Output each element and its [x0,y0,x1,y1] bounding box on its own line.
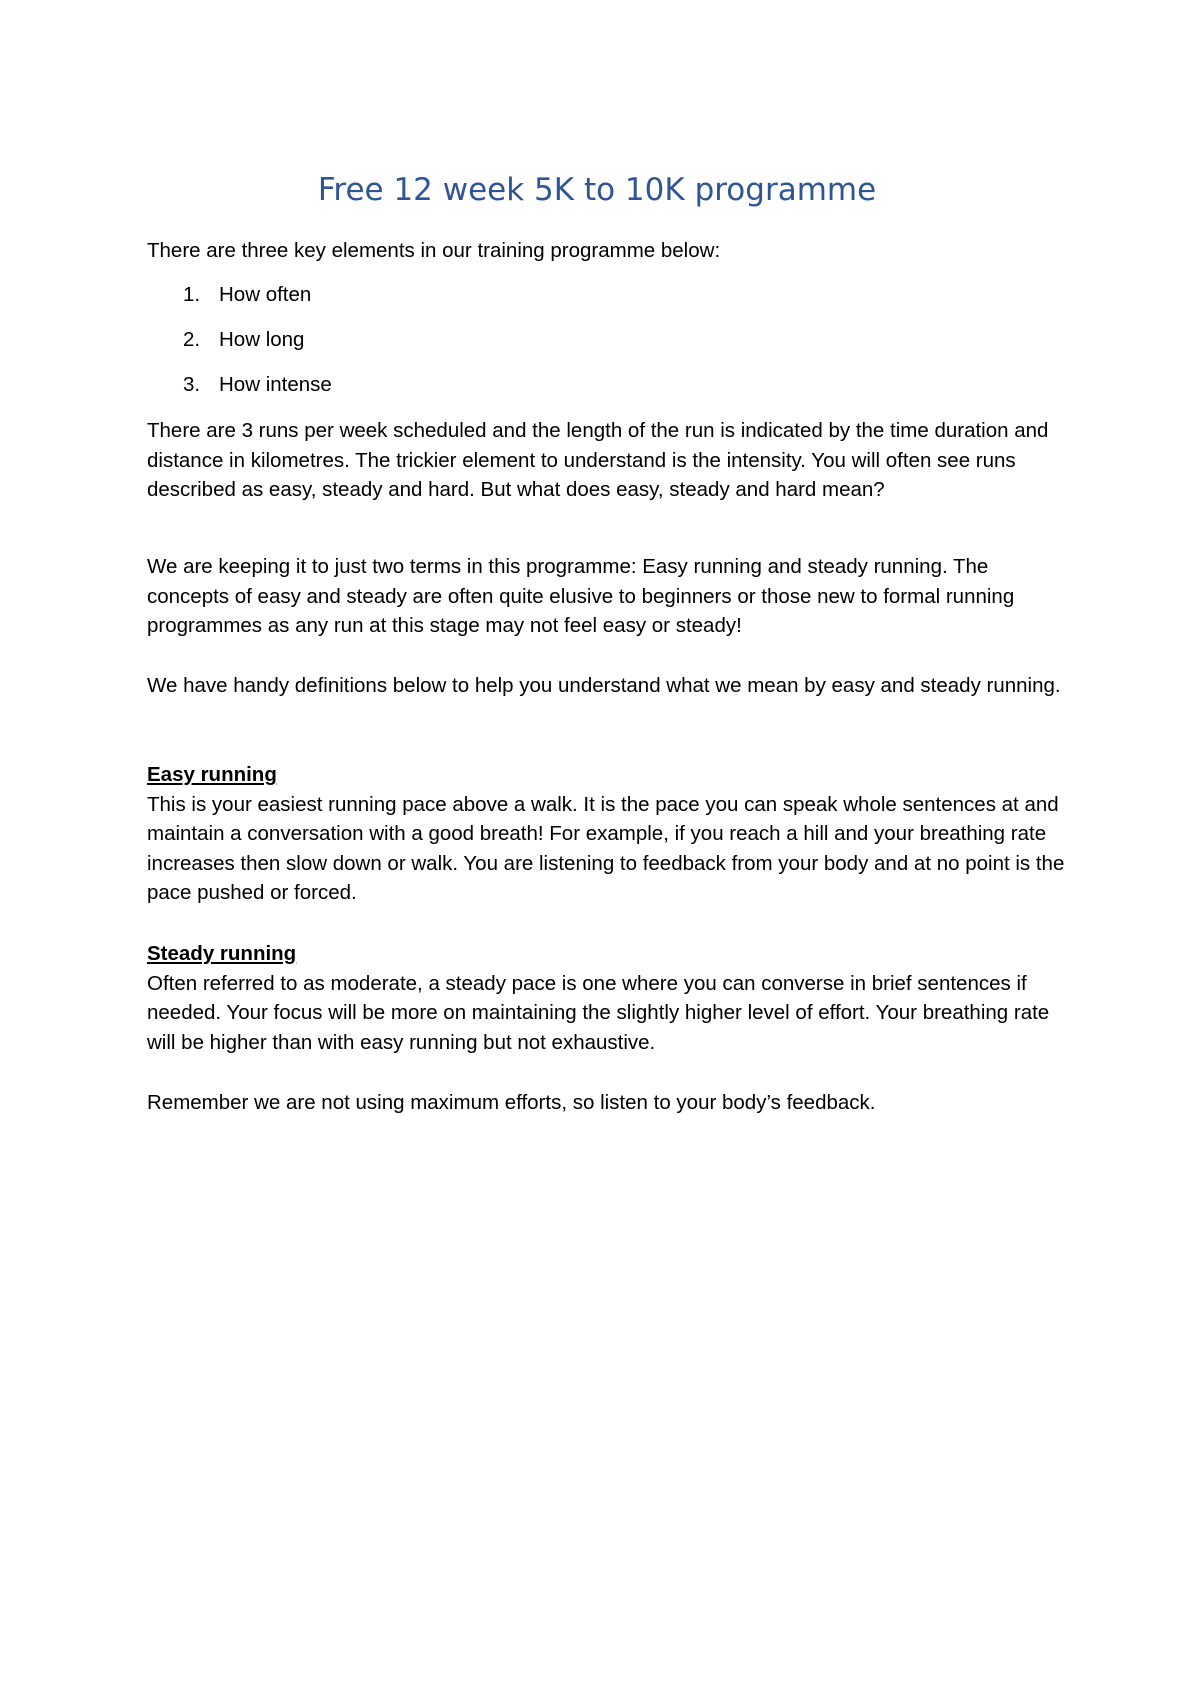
easy-running-text: This is your easiest running pace above a walk. It is the pace you can speak whole sentences at and maintain a conversation with a good breath! For example, if you reach a hill and your breathing rate increases then slow down or walk. You are listening to feedback from your body and at no point is the pace pushed or forced. [147,792,1065,904]
intro-text: There are three key elements in our training programme below: [147,239,721,262]
closing-text: Remember we are not using maximum efforts, so listen to your body’s feedback. [147,1091,876,1114]
list-item-number: 2. [183,328,201,351]
list-item-number: 1. [183,283,201,306]
steady-running-section [147,939,1072,1057]
definitions-paragraph: We have handy definitions below to help you understand what we mean by easy and steady running. [147,674,1061,697]
steady-running-text: Often referred to as moderate, a steady pace is one where you can converse in brief sentences if needed. Your focus will be more on maintaining the slightly higher level of effort. Your breathing rate will be higher than with easy running but not exhaustive. [147,971,1050,1054]
key-elements-list [147,280,332,415]
list-item-number: 3. [183,373,201,396]
list-item [147,370,332,415]
runs-paragraph: There are 3 runs per week scheduled and the length of the run is indicated by the time duration and distance in kilometres. The trickier element to understand is the intensity. You will often see runs described as easy, steady and hard. But what does easy, steady and hard mean? [147,419,1049,501]
easy-running-heading: Easy running [147,763,277,786]
terms-paragraph: We are keeping it to just two terms in this programme: Easy running and steady running. The concepts of easy and steady are often quite elusive to beginners or those new to formal running programmes as any run at this stage may not feel easy or steady! [147,555,1015,637]
easy-running-section [147,760,1072,908]
list-item-text: How often [219,283,312,306]
list-item-text: How long [219,328,305,351]
list-item-text: How intense [219,373,332,396]
steady-running-heading: Steady running [147,942,297,965]
page-title: Free 12 week 5K to 10K programme [317,172,877,208]
list-item [147,280,332,325]
list-item [147,325,332,370]
